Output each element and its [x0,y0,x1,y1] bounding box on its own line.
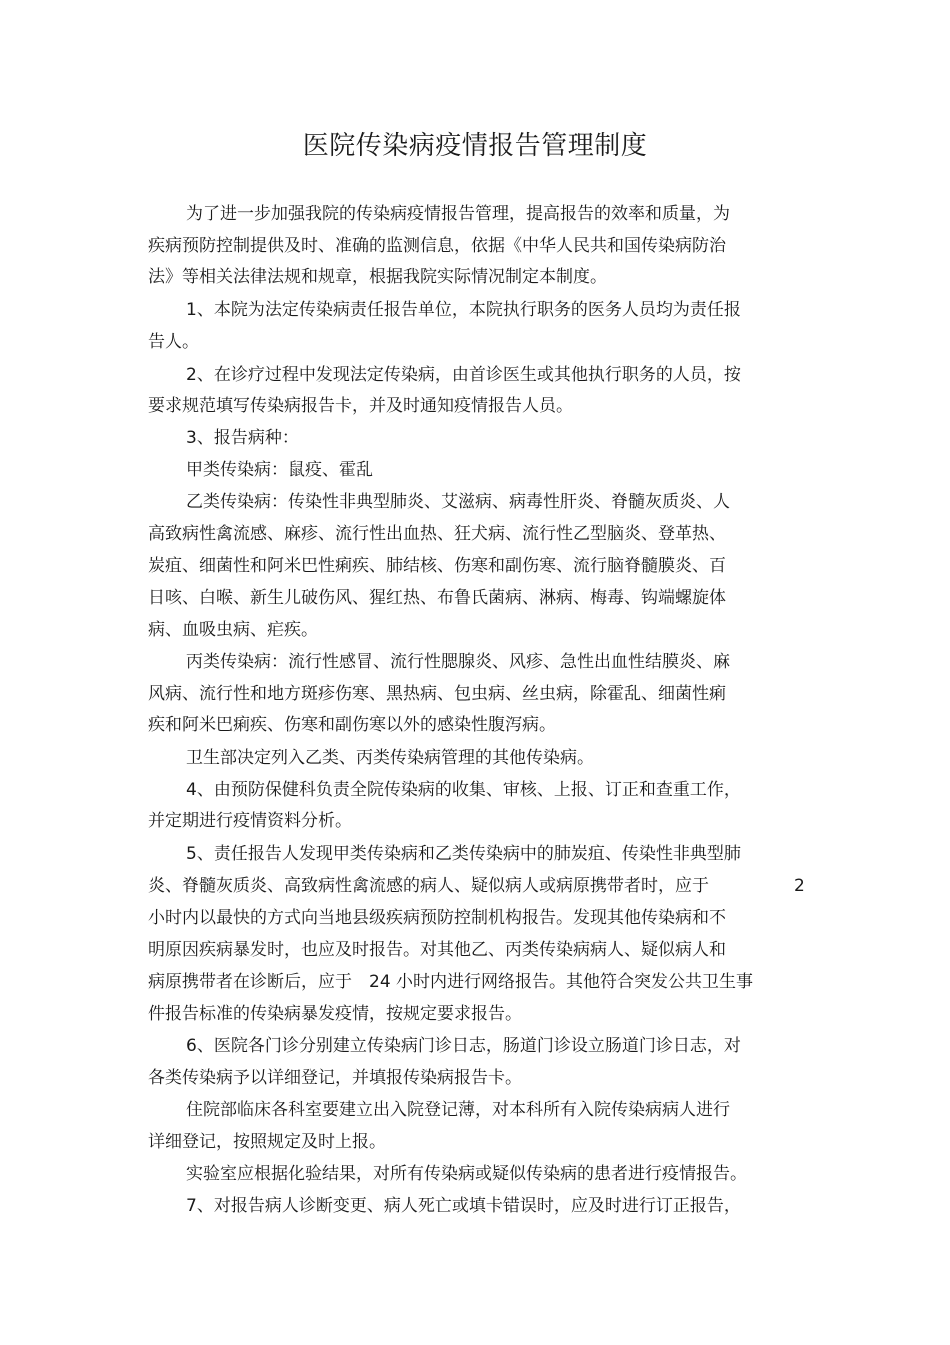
text-line: 实验室应根据化验结果，对所有传染病或疑似传染病的患者进行疫情报告。 [186,1164,747,1184]
text-line: 高致病性禽流感、麻疹、流行性出血热、狂犬病、流行性乙型脑炎、登革热、 [148,524,726,544]
text-line: 日咳、白喉、新生儿破伤风、猩红热、布鲁氏菌病、淋病、梅毒、钩端螺旋体 [148,588,726,608]
text-line: 病原携带者在诊断后，应于 24 小时内进行网络报告。其他符合突发公共卫生事 [148,972,754,992]
text-line: 疾病预防控制提供及时、准确的监测信息，依据《中华人民共和国传染病防治 [148,236,726,256]
text-line: 各类传染病予以详细登记，并填报传染病报告卡。 [148,1068,522,1088]
text-line: 告人。 [148,332,199,352]
text-line: 1、本院为法定传染病责任报告单位，本院执行职务的医务人员均为责任报 [186,300,741,320]
text-line: 明原因疾病暴发时，也应及时报告。对其他乙、丙类传染病病人、疑似病人和 [148,940,726,960]
text-line: 丙类传染病：流行性感冒、流行性腮腺炎、风疹、急性出血性结膜炎、麻 [186,652,730,672]
text-line: 法》等相关法律法规和规章，根据我院实际情况制定本制度。 [148,267,607,287]
text-line: 件报告标准的传染病暴发疫情，按规定要求报告。 [148,1004,522,1024]
text-line: 住院部临床各科室要建立出入院登记薄，对本科所有入院传染病病人进行 [186,1100,730,1120]
text-line: 要求规范填写传染病报告卡，并及时通知疫情报告人员。 [148,396,573,416]
text-line: 疾和阿米巴痢疾、伤寒和副伤寒以外的感染性腹泻病。 [148,715,556,735]
text-line: 甲类传染病：鼠疫、霍乱 [186,460,373,480]
side-number: 2 [794,876,805,896]
text-line: 5、责任报告人发现甲类传染病和乙类传染病中的肺炭疽、传染性非典型肺 [186,844,741,864]
text-line: 6、医院各门诊分别建立传染病门诊日志，肠道门诊设立肠道门诊日志，对 [186,1036,741,1056]
text-line: 风病、流行性和地方斑疹伤寒、黑热病、包虫病、丝虫病，除霍乱、细菌性痢 [148,684,726,704]
text-line: 病、血吸虫病、疟疾。 [148,620,318,640]
text-line: 卫生部决定列入乙类、丙类传染病管理的其他传染病。 [186,748,594,768]
text-line: 详细登记，按照规定及时上报。 [148,1132,386,1152]
text-line: 4、由预防保健科负责全院传染病的收集、审核、上报、订正和查重工作， [186,780,741,800]
document-title: 医院传染病疫情报告管理制度 [302,131,648,161]
text-line: 炭疽、细菌性和阿米巴性痢疾、肺结核、伤寒和副伤寒、流行脑脊髓膜炎、百 [148,556,726,576]
text-line: 2、在诊疗过程中发现法定传染病，由首诊医生或其他执行职务的人员，按 [186,365,741,385]
text-line: 炎、脊髓灰质炎、高致病性禽流感的病人、疑似病人或病原携带者时，应于 [148,876,709,896]
text-line: 3、报告病种： [186,428,299,448]
text-line: 并定期进行疫情资料分析。 [148,811,352,831]
text-line: 为了进一步加强我院的传染病疫情报告管理，提高报告的效率和质量，为 [186,204,730,224]
text-line: 小时内以最快的方式向当地县级疾病预防控制机构报告。发现其他传染病和不 [148,908,726,928]
text-line: 7、对报告病人诊断变更、病人死亡或填卡错误时，应及时进行订正报告， [186,1196,741,1216]
text-line: 乙类传染病：传染性非典型肺炎、艾滋病、病毒性肝炎、脊髓灰质炎、人 [186,492,730,512]
